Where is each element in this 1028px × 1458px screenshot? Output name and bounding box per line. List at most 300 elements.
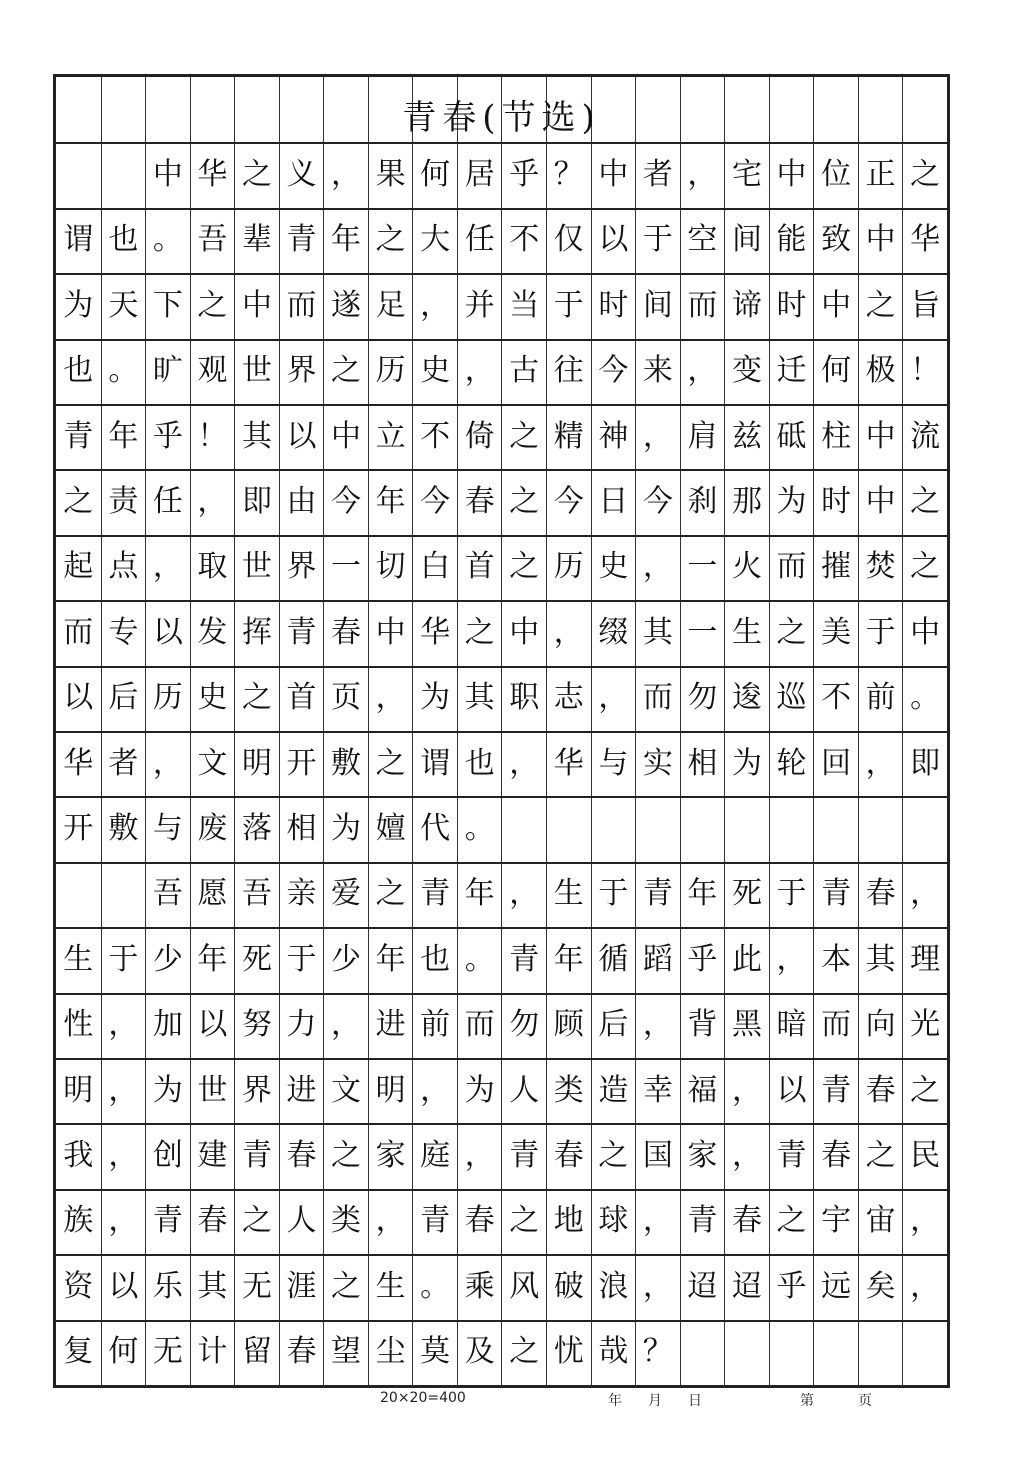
grid-cell: [813, 796, 858, 861]
grid-cell: 历: [546, 535, 591, 600]
grid-cell: 义: [279, 142, 324, 207]
grid-cell: 人: [501, 1058, 546, 1123]
grid-cell: 留: [234, 1320, 279, 1385]
grid-cell: [769, 796, 814, 861]
grid-cell: 华: [190, 142, 235, 207]
grid-cell: 于: [546, 273, 591, 338]
grid-cell: 明: [63, 1072, 94, 1108]
grid-cell: 。: [457, 927, 502, 992]
grid-cell: 亲: [279, 862, 324, 927]
grid-row-divider: [56, 1123, 947, 1125]
grid-cell: 谓: [63, 222, 94, 258]
grid-cell: 中: [858, 208, 903, 273]
grid-row: [56, 1189, 947, 1254]
grid-cell: 力: [279, 993, 324, 1058]
grid-cell: 者: [635, 142, 680, 207]
grid-cell: 家: [680, 1123, 725, 1188]
grid-cell: 而: [279, 273, 324, 338]
grid-cell: 地: [546, 1189, 591, 1254]
grid-cell: 死: [724, 862, 769, 927]
grid-cell: 年: [457, 862, 502, 927]
grid-cell: [680, 796, 725, 861]
grid-cell: 黑: [724, 993, 769, 1058]
grid-cell: 界: [279, 339, 324, 404]
grid-cell: 也: [412, 927, 457, 992]
grid-cell: 于: [635, 208, 680, 273]
grid-cell: 之: [190, 273, 235, 338]
grid-cell: 创: [145, 1123, 190, 1188]
grid-row-divider: [56, 208, 947, 210]
grid-cell: 之: [501, 1189, 546, 1254]
grid-cell: 美: [813, 600, 858, 665]
grid-cell: [724, 1320, 769, 1385]
grid-cell: 之: [902, 469, 947, 534]
grid-cell: 而: [769, 535, 814, 600]
grid-cell: 古: [501, 339, 546, 404]
grid-cell: 生: [724, 600, 769, 665]
grid-cell: 辈: [234, 208, 279, 273]
grid-cell: ，: [412, 1058, 457, 1123]
grid-cell: 吾: [145, 862, 190, 927]
grid-cell: 敷: [323, 731, 368, 796]
grid-cell: 今: [412, 469, 457, 534]
grid-cell: 为: [769, 469, 814, 534]
grid-cell: ，: [101, 1058, 146, 1123]
grid-row: [56, 1254, 947, 1319]
grid-cell: 史: [591, 535, 636, 600]
grid-cell: 乎: [680, 927, 725, 992]
grid-cell: ，: [680, 142, 725, 207]
grid-cell: ！: [190, 404, 235, 469]
grid-cell: 者: [101, 731, 146, 796]
grid-cell: 华: [546, 731, 591, 796]
grid-cell: 首: [457, 535, 502, 600]
grid-cell: 以: [190, 993, 235, 1058]
grid-cell: 中: [501, 600, 546, 665]
grid-cell: ，: [635, 993, 680, 1058]
grid-cell: ，: [635, 1254, 680, 1319]
grid-cell: 吾: [190, 208, 235, 273]
grid-cell: 任: [457, 208, 502, 273]
grid-cell: 哉: [591, 1320, 636, 1385]
grid-row-divider: [56, 142, 947, 144]
grid-cell: 乎: [501, 142, 546, 207]
grid-row-divider: [56, 1320, 947, 1322]
grid-cell: 之: [591, 1123, 636, 1188]
grid-cell: ，: [101, 1189, 146, 1254]
grid-cell: 家: [368, 1123, 413, 1188]
grid-cell: ，: [501, 862, 546, 927]
grid-cell: [101, 142, 146, 207]
grid-cell: 旷: [145, 339, 190, 404]
grid-cell: 之: [368, 208, 413, 273]
grid-row: [56, 927, 947, 992]
grid-cell: 实: [635, 731, 680, 796]
grid-cell: 观: [190, 339, 235, 404]
grid-cell: 顾: [546, 993, 591, 1058]
grid-cell: 也: [101, 208, 146, 273]
grid-cell: 时: [769, 273, 814, 338]
grid-cell: 向: [858, 993, 903, 1058]
grid-cell: 砥: [769, 404, 814, 469]
grid-cell: 于: [591, 862, 636, 927]
grid-cell: 世: [234, 339, 279, 404]
grid-cell: 之: [63, 484, 94, 520]
grid-cell: 谓: [412, 731, 457, 796]
grid-cell: 而: [813, 993, 858, 1058]
grid-row: [56, 404, 947, 469]
grid-cell: 无: [234, 1254, 279, 1319]
grid-cell: 由: [279, 469, 324, 534]
grid-row: [56, 1058, 947, 1123]
grid-cell: [902, 796, 947, 861]
grid-cell: 进: [279, 1058, 324, 1123]
grid-row: [56, 993, 947, 1058]
grid-cell: ，: [724, 1058, 769, 1123]
grid-cell: 类: [323, 1189, 368, 1254]
grid-cell: 前: [412, 993, 457, 1058]
grid-cell: 风: [501, 1254, 546, 1319]
grid-cell: 生: [368, 1254, 413, 1319]
grid-cell: 柱: [813, 404, 858, 469]
grid-cell: 后: [591, 993, 636, 1058]
grid-cell: 后: [101, 666, 146, 731]
grid-row-divider: [56, 993, 947, 995]
grid-cell: [813, 1320, 858, 1385]
grid-cell: 。: [902, 666, 947, 731]
grid-cell: 明: [234, 731, 279, 796]
grid-cell: ，: [724, 1123, 769, 1188]
grid-cell: 中: [813, 273, 858, 338]
grid-cell: 。: [412, 1254, 457, 1319]
grid-cell: 建: [190, 1123, 235, 1188]
grid-cell: 青: [813, 862, 858, 927]
grid-cell: 远: [813, 1254, 858, 1319]
grid-cell: 中: [323, 404, 368, 469]
grid-cell: 蹈: [635, 927, 680, 992]
grid-cell: 流: [902, 404, 947, 469]
grid-cell: 页: [323, 666, 368, 731]
grid-cell: 春: [724, 1189, 769, 1254]
grid-cell: 今: [323, 469, 368, 534]
grid-cell: 华: [412, 600, 457, 665]
grid-cell: 历: [145, 666, 190, 731]
grid-cell: 华: [63, 745, 94, 781]
grid-cell: 之: [769, 600, 814, 665]
grid-cell: 尘: [368, 1320, 413, 1385]
grid-cell: 而: [635, 666, 680, 731]
grid-cell: [101, 862, 146, 927]
grid-cell: 青: [635, 862, 680, 927]
grid-cell: 涯: [279, 1254, 324, 1319]
grid-cell: 前: [858, 666, 903, 731]
grid-row: [56, 142, 947, 207]
grid-cell: 间: [724, 208, 769, 273]
grid-cell: 中: [145, 142, 190, 207]
grid-cell: ，: [101, 993, 146, 1058]
grid-cell: ，: [323, 142, 368, 207]
grid-cell: 宇: [813, 1189, 858, 1254]
grid-cell: 其: [234, 404, 279, 469]
grid-cell: 发: [190, 600, 235, 665]
grid-cell: 其: [858, 927, 903, 992]
grid-cell: 之: [858, 273, 903, 338]
grid-cell: 史: [412, 339, 457, 404]
grid-cell: 轮: [769, 731, 814, 796]
grid-row-divider: [56, 731, 947, 733]
grid-cell: 球: [591, 1189, 636, 1254]
grid-cell: 。: [145, 208, 190, 273]
grid-cell: [858, 796, 903, 861]
grid-cell: 并: [457, 273, 502, 338]
grid-cell: 为: [724, 731, 769, 796]
grid-cell: 勿: [680, 666, 725, 731]
grid-cell: 敷: [101, 796, 146, 861]
grid-row: [56, 208, 947, 273]
grid-cell: 责: [101, 469, 146, 534]
grid-cell: 仅: [546, 208, 591, 273]
grid-cell: 之: [234, 1189, 279, 1254]
grid-cell: 春: [858, 862, 903, 927]
grid-cell: 宅: [724, 142, 769, 207]
grid-cell: ，: [902, 1254, 947, 1319]
grid-cell: 文: [323, 1058, 368, 1123]
grid-cell: ，: [412, 273, 457, 338]
grid-cell: 为: [412, 666, 457, 731]
grid-cell: 其: [635, 600, 680, 665]
grid-cell: 于: [858, 600, 903, 665]
grid-cell: ，: [323, 993, 368, 1058]
grid-cell: 不: [501, 208, 546, 273]
grid-cell: 国: [635, 1123, 680, 1188]
grid-cell: 莫: [412, 1320, 457, 1385]
grid-cell: 复: [63, 1334, 94, 1370]
grid-cell: 迁: [769, 339, 814, 404]
grid-cell: 宙: [858, 1189, 903, 1254]
grid-cell: 之: [234, 142, 279, 207]
grid-cell: 起: [63, 549, 94, 585]
grid-row-divider: [56, 1058, 947, 1060]
grid-cell: 一: [323, 535, 368, 600]
grid-row: [56, 469, 947, 534]
grid-cell: 青: [412, 1189, 457, 1254]
grid-row: [56, 862, 947, 927]
grid-cell: 中: [858, 469, 903, 534]
grid-cell: 点: [101, 535, 146, 600]
grid-cell: 春: [858, 1058, 903, 1123]
grid-cell: 以: [279, 404, 324, 469]
grid-cell: 回: [813, 731, 858, 796]
grid-cell: 谛: [724, 273, 769, 338]
grid-cell: 与: [145, 796, 190, 861]
grid-row-divider: [56, 273, 947, 275]
grid-cell: 春: [279, 1123, 324, 1188]
grid-cell: 旨: [902, 273, 947, 338]
grid-cell: 为: [323, 796, 368, 861]
grid-cell: 火: [724, 535, 769, 600]
grid-cell: 遂: [323, 273, 368, 338]
grid-cell: 暗: [769, 993, 814, 1058]
grid-row-divider: [56, 535, 947, 537]
grid-cell: 取: [190, 535, 235, 600]
grid-cell: 一: [680, 535, 725, 600]
grid-cell: 中: [368, 600, 413, 665]
grid-cell: ，: [145, 535, 190, 600]
grid-cell: 而: [457, 993, 502, 1058]
grid-cell: 进: [368, 993, 413, 1058]
grid-cell: 无: [145, 1320, 190, 1385]
grid-cell: 之: [368, 731, 413, 796]
grid-cell: 今: [546, 469, 591, 534]
grid-cell: 时: [591, 273, 636, 338]
grid-cell: [769, 1320, 814, 1385]
grid-cell: 焚: [858, 535, 903, 600]
grid-cell: 之: [323, 339, 368, 404]
grid-row-divider: [56, 666, 947, 668]
grid-cell: 之: [501, 1320, 546, 1385]
grid-cell: 白: [412, 535, 457, 600]
grid-cell: 青: [769, 1123, 814, 1188]
grid-cell: 致: [813, 208, 858, 273]
grid-cell: 相: [680, 731, 725, 796]
grid-cell: 能: [769, 208, 814, 273]
grid-cell: 努: [234, 993, 279, 1058]
grid-cell: 青: [501, 927, 546, 992]
grid-cell: 史: [190, 666, 235, 731]
grid-cell: 倚: [457, 404, 502, 469]
grid-cell: 少: [323, 927, 368, 992]
year-label: 年: [608, 1393, 622, 1409]
grid-cell: 肩: [680, 404, 725, 469]
grid-cell: 春: [546, 1123, 591, 1188]
grid-cell: 明: [368, 1058, 413, 1123]
grid-cell: 刹: [680, 469, 725, 534]
grid-cell: 春: [457, 469, 502, 534]
grid-cell: 与: [591, 731, 636, 796]
grid-cell: 民: [902, 1123, 947, 1188]
grid-row: [56, 796, 947, 861]
grid-cell: 加: [145, 993, 190, 1058]
grid-cell: ，: [902, 1189, 947, 1254]
grid-cell: 迢: [680, 1254, 725, 1319]
grid-cell: 乘: [457, 1254, 502, 1319]
day-label: 日: [688, 1393, 702, 1409]
grid-cell: 愿: [190, 862, 235, 927]
grid-cell: ，: [635, 535, 680, 600]
page-footer: [0, 1390, 1028, 1420]
grid-cell: 矣: [858, 1254, 903, 1319]
grid-cell: 开: [279, 731, 324, 796]
grid-cell: 空: [680, 208, 725, 273]
grid-cell: [858, 1320, 903, 1385]
grid-cell: 不: [412, 404, 457, 469]
grid-cell: 此: [724, 927, 769, 992]
page-number-suffix: 页: [858, 1393, 872, 1409]
grid-cell: 青: [279, 208, 324, 273]
grid-cell: 青: [680, 1189, 725, 1254]
grid-cell: 其: [190, 1254, 235, 1319]
grid-row-divider: [56, 862, 947, 864]
grid-cell: 春: [279, 1320, 324, 1385]
grid-cell: 青: [412, 862, 457, 927]
grid-cell: 落: [234, 796, 279, 861]
grid-cell: [635, 796, 680, 861]
grid-cell: ，: [101, 1123, 146, 1188]
grid-cell: 中: [234, 273, 279, 338]
grid-cell: 位: [813, 142, 858, 207]
grid-cell: 本: [813, 927, 858, 992]
grid-cell: 天: [101, 273, 146, 338]
grid-cell: 下: [145, 273, 190, 338]
grid-cell: 代: [412, 796, 457, 861]
grid-cell: 迢: [724, 1254, 769, 1319]
grid-cell: [56, 862, 101, 927]
grid-cell: 类: [546, 1058, 591, 1123]
grid-cell: 破: [546, 1254, 591, 1319]
grid-cell: 之: [902, 535, 947, 600]
grid-cell: [56, 142, 101, 207]
grid-cell: 性: [63, 1007, 94, 1043]
grid-cell: 中: [858, 404, 903, 469]
grid-cell: ，: [190, 469, 235, 534]
grid-cell: ，: [769, 927, 814, 992]
page-number-prefix: 第: [800, 1393, 814, 1409]
grid-cell: ，: [902, 862, 947, 927]
grid-cell: 光: [902, 993, 947, 1058]
grid-cell: 而: [63, 614, 94, 650]
grid-cell: 也: [457, 731, 502, 796]
grid-cell: 年: [368, 927, 413, 992]
grid-cell: ，: [858, 731, 903, 796]
grid-cell: 界: [234, 1058, 279, 1123]
grid-cell: ，: [546, 600, 591, 665]
grid-cell: 春: [813, 1123, 858, 1188]
grid-cell: 今: [635, 469, 680, 534]
grid-cell: 爱: [323, 862, 368, 927]
grid-row-divider: [56, 1254, 947, 1256]
grid-cell: 而: [680, 273, 725, 338]
grid-cell: 专: [101, 600, 146, 665]
grid-cell: 之: [902, 1058, 947, 1123]
grid-cell: 极: [858, 339, 903, 404]
grid-cell: 何: [101, 1320, 146, 1385]
grid-cell: 幸: [635, 1058, 680, 1123]
grid-cell: 中: [769, 142, 814, 207]
grid-cell: 变: [724, 339, 769, 404]
grid-cell: 不: [813, 666, 858, 731]
grid-row: [56, 666, 947, 731]
grid-row-divider: [56, 1189, 947, 1191]
grid-cell: 理: [902, 927, 947, 992]
grid-cell: 职: [501, 666, 546, 731]
grid-cell: 望: [323, 1320, 368, 1385]
grid-cell: 之: [501, 469, 546, 534]
grid-cell: 缀: [591, 600, 636, 665]
grid-cell: 浪: [591, 1254, 636, 1319]
grid-cell: 年: [323, 208, 368, 273]
grid-row-divider: [56, 339, 947, 341]
grid-cell: 居: [457, 142, 502, 207]
grid-cell: 乎: [769, 1254, 814, 1319]
grid-cell: 青: [234, 1123, 279, 1188]
grid-cell: 以: [769, 1058, 814, 1123]
grid-cell: 青: [501, 1123, 546, 1188]
grid-cell: 我: [63, 1138, 94, 1174]
grid-cell: 精: [546, 404, 591, 469]
grid-cell: 为: [457, 1058, 502, 1123]
grid-cell: 何: [412, 142, 457, 207]
grid-cell: 即: [902, 731, 947, 796]
